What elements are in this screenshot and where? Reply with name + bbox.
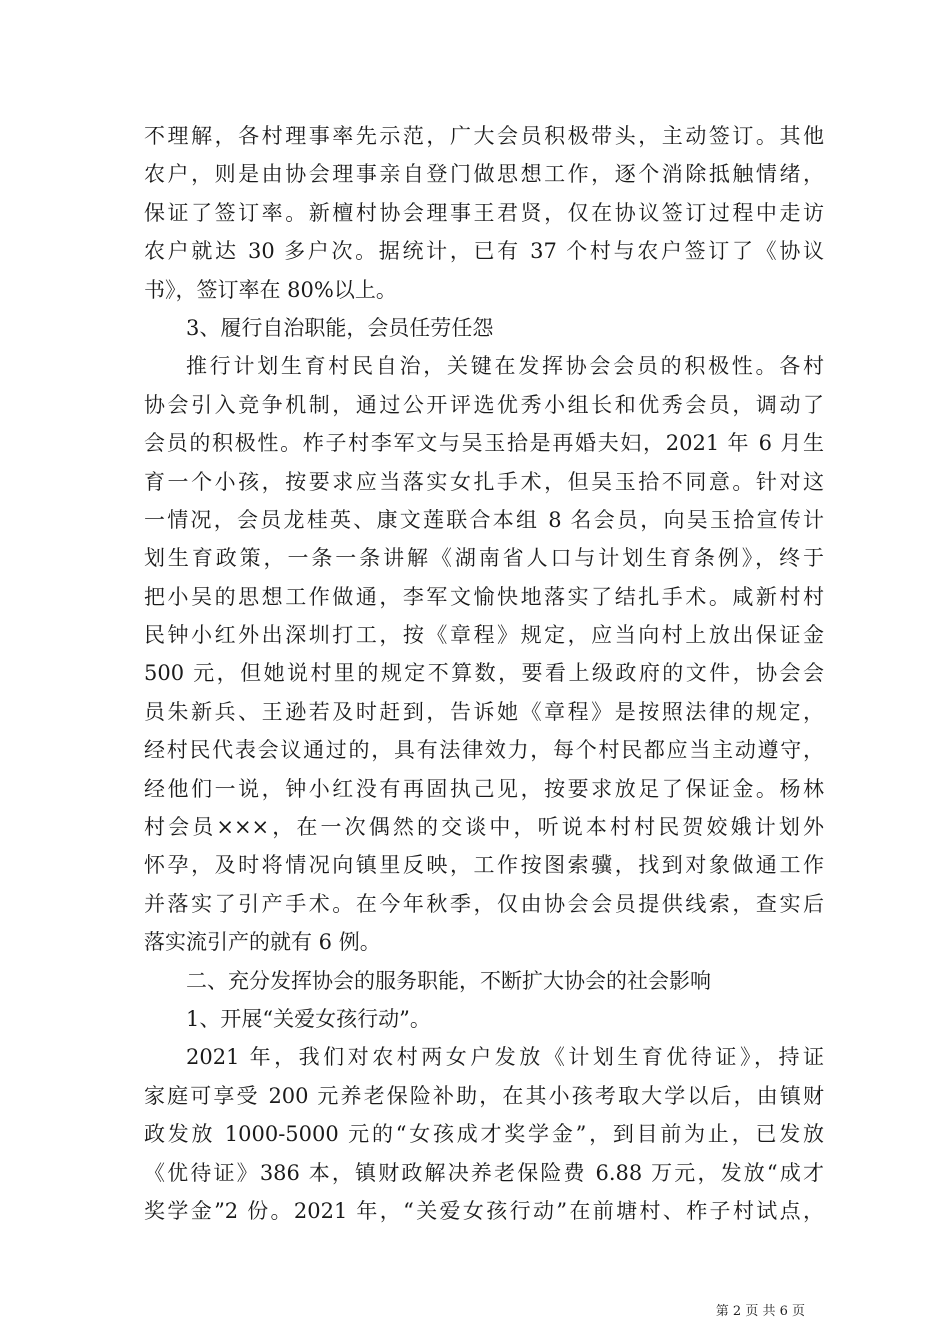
- text-line: 农户，则是由协会理事亲自登门做思想工作，逐个消除抵触情绪，: [144, 162, 824, 187]
- document-body: [144, 117, 824, 1230]
- text-line: 协会引入竞争机制，通过公开评选优秀小组长和优秀会员，调动了: [144, 392, 824, 417]
- text-line: 政发放 1000-5000 元的“女孩成才奖学金”，到目前为止，已发放: [144, 1122, 824, 1147]
- text-line: 经他们一说，钟小红没有再固执己见，按要求放足了保证金。杨林: [144, 776, 824, 801]
- text-line: 推行计划生育村民自治，关键在发挥协会会员的积极性。各村: [186, 354, 824, 379]
- text-line: 怀孕，及时将情况向镇里反映，工作按图索骥，找到对象做通工作: [144, 853, 824, 878]
- text-line: 2021 年，我们对农村两女户发放《计划生育优待证》，持证: [186, 1045, 824, 1070]
- text-line: 并落实了引产手术。在今年秋季，仅由协会会员提供线索，查实后: [144, 891, 824, 916]
- text-line: 家庭可享受 200 元养老保险补助，在其小孩考取大学以后，由镇财: [144, 1083, 824, 1108]
- text-line: 经村民代表会议通过的，具有法律效力，每个村民都应当主动遵守，: [144, 738, 824, 763]
- text-line: 员朱新兵、王逊若及时赶到，告诉她《章程》是按照法律的规定，: [144, 699, 824, 724]
- text-line: 把小吴的思想工作做通，李军文愉快地落实了结扎手术。咸新村村: [144, 584, 824, 609]
- text-line: 奖学金”2 份。2021 年，“关爱女孩行动”在前塘村、柞子村试点，: [144, 1198, 824, 1223]
- text-line: 1、开展“关爱女孩行动”。: [186, 1006, 431, 1031]
- text-line: 保证了签订率。新檀村协会理事王君贤，仅在协议签订过程中走访: [144, 200, 824, 225]
- text-line: 3、履行自治职能，会员任劳任怨: [186, 315, 494, 340]
- text-line: 二、充分发挥协会的服务职能，不断扩大协会的社会影响: [186, 968, 711, 993]
- text-line: 村会员×××，在一次偶然的交谈中，听说本村村民贺姣娥计划外: [144, 815, 824, 840]
- text-line: 500 元，但她说村里的规定不算数，要看上级政府的文件，协会会: [144, 661, 824, 686]
- text-line: 民钟小红外出深圳打工，按《章程》规定，应当向村上放出保证金: [144, 623, 824, 648]
- text-line: 不理解，各村理事率先示范，广大会员积极带头，主动签订。其他: [144, 124, 824, 148]
- text-line: 育一个小孩，按要求应当落实女扎手术，但吴玉拾不同意。针对这: [144, 469, 824, 494]
- text-line: 一情况，会员龙桂英、康文莲联合本组 8 名会员，向吴玉拾宣传计: [144, 507, 824, 532]
- text-line: 农户就达 30 多户次。据统计，已有 37 个村与农户签订了《协议: [144, 239, 824, 264]
- page-number-footer: 第 2 页 共 6 页: [715, 1304, 805, 1319]
- text-line: 落实流引产的就有 6 例。: [144, 930, 381, 955]
- text-line: 书》，签订率在 80%以上。: [144, 277, 397, 302]
- text-line: 会员的积极性。柞子村李军文与吴玉拾是再婚夫妇，2021 年 6 月生: [144, 431, 824, 456]
- text-line: 《优待证》386 本，镇财政解决养老保险费 6.88 万元，发放“成才: [144, 1160, 824, 1185]
- text-line: 划生育政策，一条一条讲解《湖南省人口与计划生育条例》，终于: [144, 546, 824, 571]
